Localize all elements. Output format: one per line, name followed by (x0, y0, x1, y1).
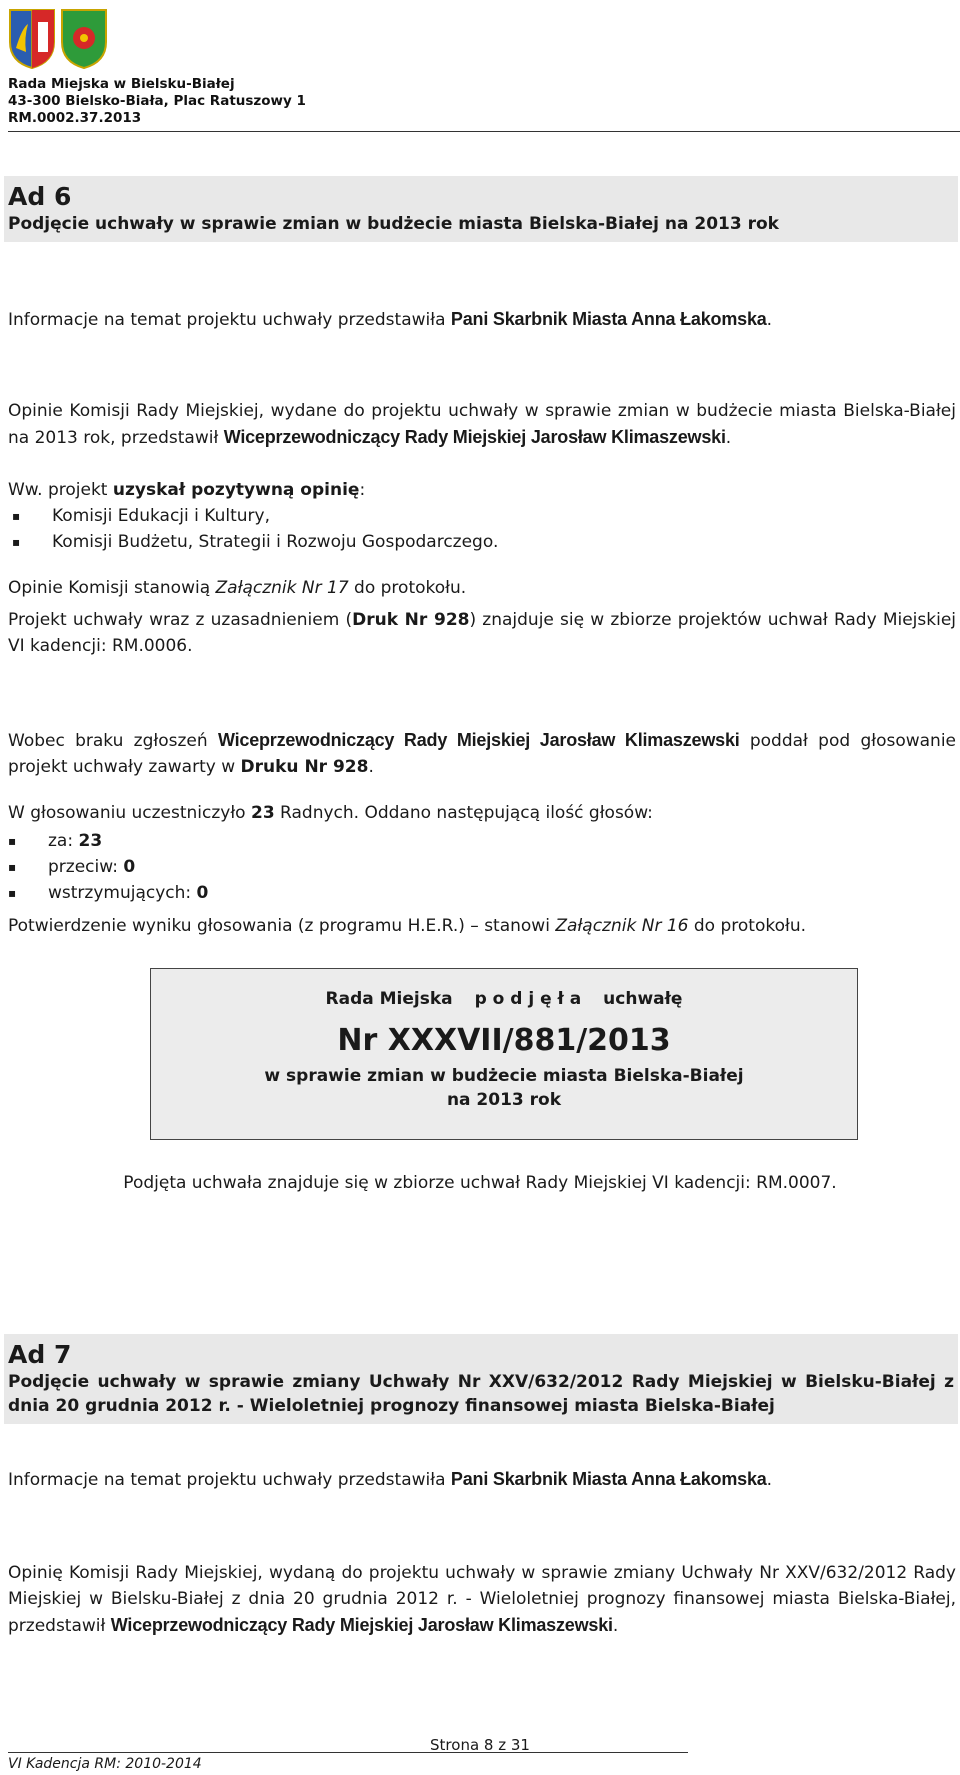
ad6-opinion-end: . (725, 428, 732, 448)
ad6-vote-list (8, 828, 956, 906)
ad6-project-paragraph (8, 607, 956, 659)
list-item (8, 828, 956, 854)
footer-divider (8, 1752, 688, 1753)
ad7-opinion-text: Opinię Komisji Rady Miejskiej, wydaną do projektu uchwały w sprawie zmiany Uchwały Nr XXV/632/2012 Rady Miejskiej w Bielsku-Białej z dnia 20 grudnia 2012 r. - Wieloletniej prognozy finansowej miasta Bielska-Białej, przedstawił (8, 1563, 956, 1636)
ad6-confirm-paragraph (8, 913, 956, 939)
page-number: Strona 8 z 31 (430, 1736, 530, 1754)
ad6-attach-paragraph (8, 575, 956, 601)
resolution-word-3: uchwałę (603, 989, 683, 1009)
resolution-box (150, 968, 858, 1140)
ad6-ww-end: : (359, 480, 366, 500)
bielsko-coat-of-arms-icon (8, 8, 56, 70)
ad7-title: Ad 7 (8, 1340, 72, 1369)
vote-value: 0 (123, 857, 136, 877)
ad6-subtitle: Podjęcie uchwały w sprawie zmian w budżecie miasta Bielska-Białej na 2013 rok (8, 214, 779, 234)
ad6-committee-list (12, 503, 956, 555)
ad6-project-text: Projekt uchwały wraz z uzasadnieniem ( (8, 610, 353, 630)
ad6-attach-italic: Załącznik Nr 17 (215, 578, 349, 598)
list-item (8, 880, 956, 906)
resolution-word-2: p o d j ę ł a (474, 989, 582, 1009)
ad7-heading-box (4, 1334, 958, 1424)
vote-label: za: (48, 831, 79, 851)
vote-label: wstrzymujących: (48, 883, 197, 903)
header-address: 43-300 Bielsko-Biała, Plac Ratuszowy 1 (8, 93, 306, 109)
ad6-adopted-paragraph: Podjęta uchwała znajduje się w zbiorze uchwał Rady Miejskiej VI kadencji: RM.0007. (123, 1173, 837, 1193)
ad7-info-paragraph (8, 1466, 956, 1493)
vote-value: 23 (78, 831, 103, 851)
ad6-info-text: Informacje na temat projektu uchwały przedstawiła (8, 310, 451, 330)
ad6-count-paragraph (8, 800, 956, 906)
ad6-vote-text: Wobec braku zgłoszeń (8, 731, 218, 751)
ad6-opinion-text: Opinie Komisji Rady Miejskiej, wydane do projektu uchwały w sprawie zmian w budżecie miasta Bielska-Białej na 2013 rok, przedstawił (8, 401, 956, 448)
ad7-opinion-end: . (612, 1616, 619, 1636)
ad6-vote-mid: poddał pod głosowanie projekt uchwały zawarty w (8, 731, 957, 777)
vote-value: 0 (196, 883, 209, 903)
ad6-heading-box (4, 176, 958, 242)
ad7-opinion-paragraph (8, 1560, 956, 1639)
ad7-info-end: . (766, 1470, 772, 1490)
ad6-attach-end: do protokołu. (348, 578, 467, 598)
resolution-number: Nr XXXVII/881/2013 (337, 1023, 671, 1058)
ad7-info-text: Informacje na temat projektu uchwały przedstawiła (8, 1470, 451, 1490)
ad6-project-end: ) znajduje się w zbiorze projektów uchwał Rady Miejskiej VI kadencji: RM.0006. (8, 610, 957, 656)
ad6-opinion-paragraph (8, 398, 956, 451)
list-item: ▪ Komisji Edukacji i Kultury, (12, 503, 956, 529)
list-item: ▪ Komisji Budżetu, Strategii i Rozwoju Gospodarczego. (12, 529, 956, 555)
ad6-ww-text: Ww. projekt (8, 480, 113, 500)
ad6-vote-bold: Druku Nr 928 (240, 757, 369, 777)
ad6-confirm-text: Potwierdzenie wyniku głosowania (z programu H.E.R.) – stanowi (8, 916, 556, 936)
biala-coat-of-arms-icon (60, 8, 108, 70)
header-text (8, 76, 306, 127)
ad6-attach-text: Opinie Komisji stanowią (8, 578, 216, 598)
ad6-confirm-end: do protokołu. (688, 916, 806, 936)
footer-term: VI Kadencja RM: 2010-2014 (8, 1756, 202, 1772)
ad6-vote-paragraph (8, 727, 956, 780)
resolution-word-1: Rada Miejska (325, 989, 453, 1009)
ad6-ww-bold: uzyskał pozytywną opinię (112, 480, 360, 500)
ad6-vote-end: . (368, 757, 374, 777)
ad6-info-end: . (766, 310, 772, 330)
ad7-opinion-person: Wiceprzewodniczący Rady Miejskiej Jarosław Klimaszewski (110, 1615, 613, 1635)
ad6-ww-paragraph (8, 477, 956, 555)
ad6-project-bold: Druk Nr 928 (352, 610, 470, 630)
ad6-count-text: W głosowaniu uczestniczyło (8, 803, 251, 823)
ad6-confirm-italic: Załącznik Nr 16 (555, 916, 689, 936)
resolution-heading (151, 989, 857, 1009)
list-item (8, 854, 956, 880)
header-divider (8, 131, 960, 132)
ad6-info-person: Pani Skarbnik Miasta Anna Łakomska (450, 309, 767, 329)
ad6-opinion-person: Wiceprzewodniczący Rady Miejskiej Jarosław Klimaszewski (223, 427, 726, 447)
header-org: Rada Miejska w Bielsku-Białej (8, 76, 235, 92)
resolution-subtitle-line-1: w sprawie zmian w budżecie miasta Bielska-Białej (264, 1066, 744, 1086)
ad6-count-end: Radnych. Oddano następującą ilość głosów: (274, 803, 653, 823)
ad7-subtitle: Podjęcie uchwały w sprawie zmiany Uchwały Nr XXV/632/2012 Rady Miejskiej w Bielsku-Białej z dnia 20 grudnia 2012 r. - Wieloletniej prognozy finansowej miasta Bielska-Białej (8, 1372, 954, 1416)
vote-label: przeciw: (48, 857, 124, 877)
resolution-subtitle (151, 1064, 857, 1112)
ad6-count-number: 23 (250, 803, 275, 823)
resolution-subtitle-line-2: na 2013 rok (446, 1090, 562, 1110)
ad6-info-paragraph (8, 306, 956, 333)
ad6-vote-person: Wiceprzewodniczący Rady Miejskiej Jarosław Klimaszewski (217, 730, 740, 750)
ad7-info-person: Pani Skarbnik Miasta Anna Łakomska (450, 1469, 767, 1489)
header-ref: RM.0002.37.2013 (8, 110, 142, 126)
ad6-title: Ad 6 (8, 182, 72, 211)
